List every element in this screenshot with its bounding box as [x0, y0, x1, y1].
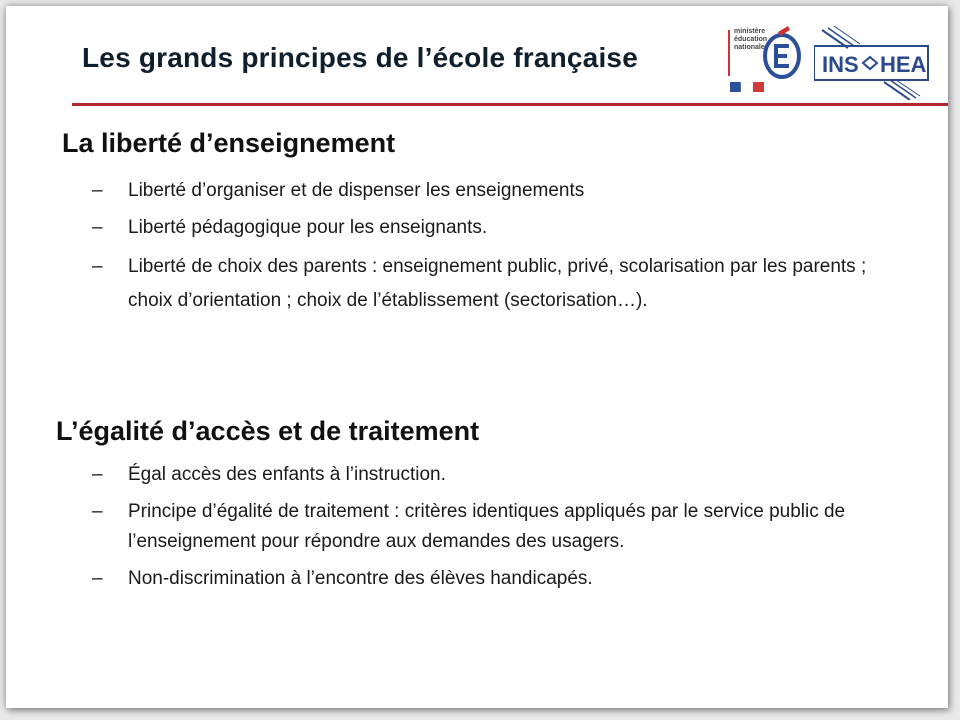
list-item-text: Égal accès des enfants à l’instruction.: [128, 464, 446, 485]
list-item-text: Principe d’égalité de traitement : critères identiques appliqués par le service public de l’enseignement pour répondre aux demandes des usagers.: [128, 501, 846, 552]
list-item: [92, 176, 912, 206]
list-item-text: Non-discrimination à l’encontre des élèves handicapés.: [128, 568, 593, 589]
ministry-line: ministère: [734, 28, 766, 35]
list-item-text: Liberté pédagogique pour les enseignants.: [128, 217, 488, 238]
section-heading-egalite: L’égalité d’accès et de traitement: [56, 416, 480, 446]
bullet-dash: –: [92, 568, 103, 589]
bullet-dash: –: [92, 501, 103, 522]
ins-hea-logo-icon: [814, 26, 930, 100]
ministry-line: éducation: [734, 36, 768, 43]
list-item: [92, 564, 912, 594]
ministry-emblem-icon: [762, 26, 802, 80]
section-heading-liberte: La liberté d’enseignement: [62, 128, 396, 158]
svg-text:HEA: HEA: [880, 52, 927, 77]
slide: [6, 6, 948, 708]
list-item: [92, 213, 912, 243]
bullet-dash: –: [92, 464, 103, 485]
title-divider: [72, 103, 948, 106]
list-item: [92, 497, 912, 557]
bullet-dash: –: [92, 256, 103, 277]
list-item: [92, 460, 912, 490]
list-item: [92, 250, 912, 318]
bullet-dash: –: [92, 180, 103, 201]
section-list-egalite: [92, 460, 912, 601]
ministry-logo: [726, 24, 802, 96]
svg-text:INS: INS: [822, 52, 859, 77]
french-flag-icon: [730, 82, 764, 92]
list-item-text: Liberté de choix des parents : enseignement public, privé, scolarisation par les parents ; choix d’orientation ; choix de l’établissement (sectorisation…).: [128, 256, 867, 311]
bullet-dash: –: [92, 217, 103, 238]
list-item-text: Liberté d’organiser et de dispenser les enseignements: [128, 180, 585, 201]
section-list-liberte: [92, 176, 912, 325]
slide-title: Les grands principes de l’école française: [82, 42, 638, 73]
logo-bar: [728, 30, 730, 76]
ministry-line: nationale: [734, 44, 765, 51]
ins-hea-logo: [814, 26, 930, 100]
